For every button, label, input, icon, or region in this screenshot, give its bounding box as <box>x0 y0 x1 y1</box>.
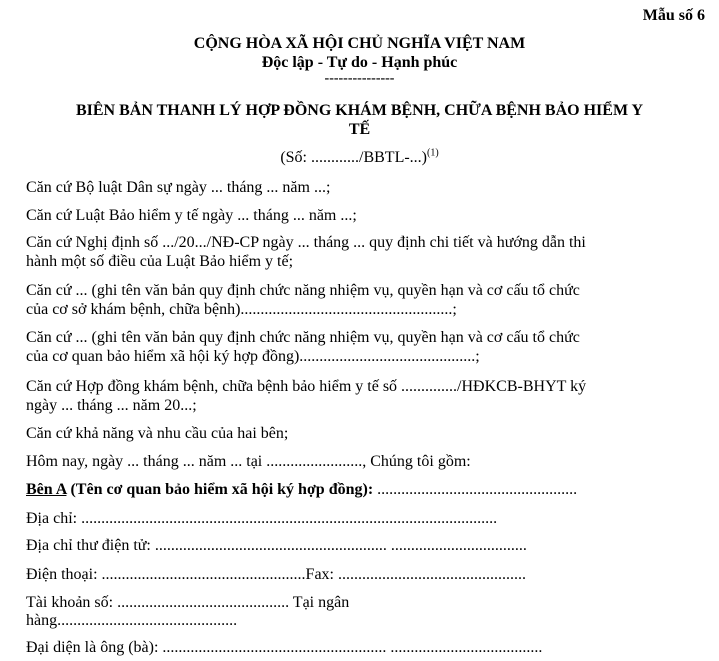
basis-insurer-regulation-line-2: của cơ quan bảo hiểm xã hội ký hợp đồng)............................................; <box>26 348 480 365</box>
party-a-address: Địa chỉ: ........................................................................................................ <box>26 510 498 527</box>
basis-health-insurance-law: Căn cứ Luật Bảo hiểm y tế ngày ... tháng ... năm ...; <box>26 207 357 224</box>
party-a-email: Địa chỉ thư điện tử: .......................................................... .................................. <box>26 537 527 554</box>
basis-facility-regulation-line-2: của cơ sở khám bệnh, chữa bệnh).....................................................; <box>26 301 457 318</box>
basis-decree-line-2: hành một số điều của Luật Bảo hiểm y tế; <box>26 253 294 270</box>
nation-header: CỘNG HÒA XÃ HỘI CHỦ NGHĨA VIỆT NAM <box>193 35 526 52</box>
party-a-account-line-1: Tài khoản số: ........................................... Tại ngân <box>26 594 350 611</box>
meeting-date-location: Hôm nay, ngày ... tháng ... năm ... tại ........................, Chúng tôi gồm: <box>26 453 471 470</box>
party-a-name-blank: .................................................. <box>373 481 578 498</box>
motto: Độc lập - Tự do - Hạnh phúc <box>261 54 458 71</box>
party-a-account-line-2: hàng............................................. <box>26 612 238 629</box>
party-a-label: Bên A <box>26 481 67 498</box>
party-a-phone-fax: Điện thoại: ...................................................Fax: ............................................... <box>26 566 526 583</box>
document-number <box>0 148 719 167</box>
party-a-heading <box>26 480 577 499</box>
form-number: Mẫu số 6 <box>642 7 705 24</box>
basis-civil-code: Căn cứ Bộ luật Dân sự ngày ... tháng ... năm ...; <box>26 179 331 196</box>
document-title-line-2: TẾ <box>348 121 371 138</box>
party-a-description: (Tên cơ quan bảo hiểm xã hội ký hợp đồng): <box>66 481 374 498</box>
basis-contract-line-1: Căn cứ Hợp đồng khám bệnh, chữa bệnh bảo hiểm y tế số ............../HĐKCB-BHYT ký <box>26 378 587 395</box>
header-divider: --------------- <box>324 71 395 86</box>
document-title-line-1: BIÊN BẢN THANH LÝ HỢP ĐỒNG KHÁM BỆNH, CHỮA BỆNH BẢO HIỂM Y <box>75 102 643 119</box>
basis-facility-regulation-line-1: Căn cứ ... (ghi tên văn bản quy định chức năng nhiệm vụ, quyền hạn và cơ cấu tổ chức <box>26 282 580 299</box>
footnote-marker: (1) <box>427 147 439 159</box>
basis-contract-line-2: ngày ... tháng ... năm 20...; <box>26 397 197 414</box>
party-a-representative: Đại diện là ông (bà): ........................................................ ...................................... <box>26 639 543 656</box>
document-number-text: (Số: ............/BBTL-...) <box>280 149 427 166</box>
basis-decree-line-1: Căn cứ Nghị định số .../20.../NĐ-CP ngày ... tháng ... quy định chi tiết và hướng dẫn thi <box>26 234 586 251</box>
basis-capability: Căn cứ khả năng và nhu cầu của hai bên; <box>26 425 289 442</box>
basis-insurer-regulation-line-1: Căn cứ ... (ghi tên văn bản quy định chức năng nhiệm vụ, quyền hạn và cơ cấu tổ chức <box>26 329 580 346</box>
